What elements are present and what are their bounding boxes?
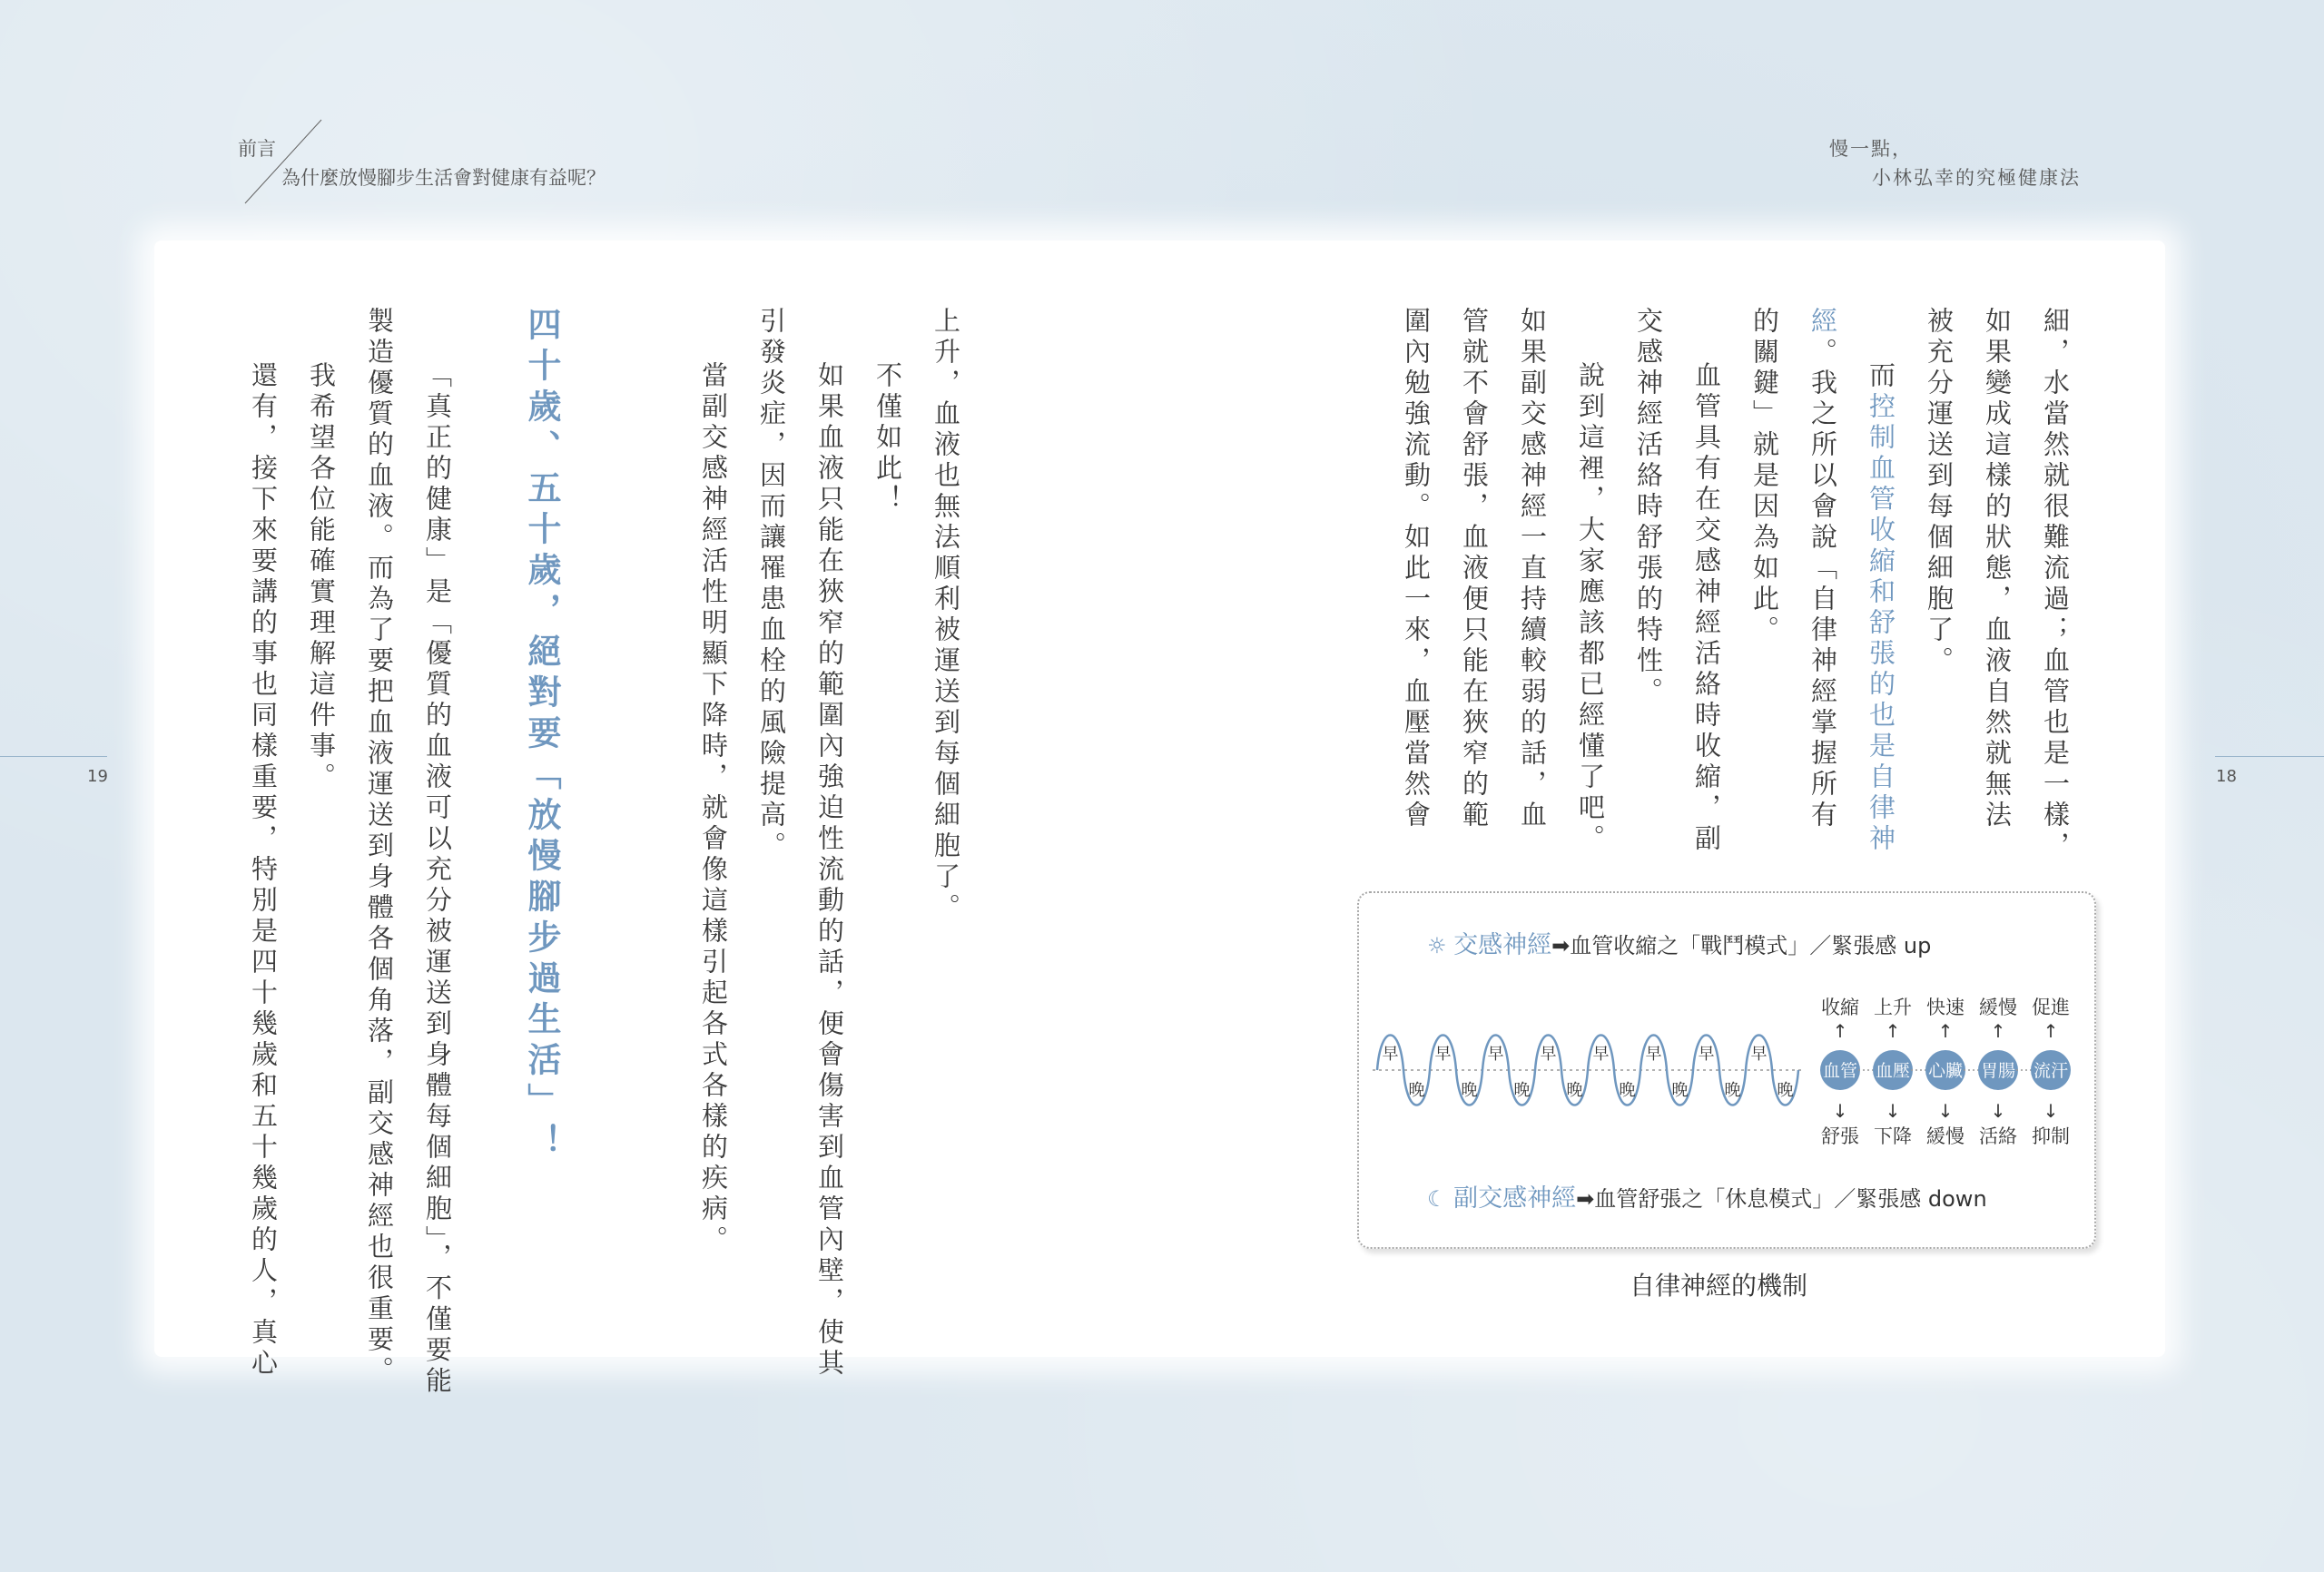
sun-icon: ☼: [1427, 933, 1447, 958]
text-column: 「真正的健康」是「優質的血液可以充分被運送到身體每個細胞」，不僅要能: [422, 361, 453, 1398]
arrow-up-icon: ↑: [1885, 1020, 1901, 1042]
wave-day-label: 早: [1382, 1045, 1399, 1064]
text-column: 上升，血液也無法順利被運送到每個細胞了。: [931, 307, 961, 924]
autonomic-nerve-diagram: [1357, 891, 2096, 1249]
arrow-down-icon: ↓: [1937, 1100, 1954, 1122]
organ-down-effect: 抑制: [2032, 1125, 2070, 1147]
wave-night-label: 晚: [1408, 1081, 1425, 1100]
text-column-highlight: [1867, 361, 1894, 855]
parasympathetic-title: 副交感神經: [1453, 1184, 1577, 1213]
text-column: 不僅如此！: [872, 361, 903, 516]
page-number-left: 19: [87, 767, 108, 786]
text-column: 製造優質的血液。而為了要把血液運送到身體各個角落，副交感神經也很重要。: [364, 307, 395, 1387]
page-number-right: 18: [2216, 767, 2237, 786]
arrow-down-icon: ↓: [1885, 1100, 1901, 1122]
edge-rule-right: [2215, 756, 2324, 757]
text-column: 如果血液只能在狹窄的範圍內強迫性流動的話，便會傷害到血管內壁，使其: [814, 361, 845, 1380]
text-column: 如果變成這樣的狀態，血液自然就無法: [1982, 307, 2013, 831]
organ-label: 流汗: [2033, 1061, 2069, 1081]
organ-label: 血管: [1822, 1061, 1858, 1081]
arrow-right-icon: ➡: [1551, 933, 1571, 958]
wave-day-label: 早: [1487, 1045, 1504, 1064]
wave-night-label: 晚: [1461, 1081, 1478, 1100]
arrow-up-icon: ↑: [2043, 1020, 2059, 1042]
text-column: 說到這裡，大家應該都已經懂了吧。: [1575, 361, 1606, 855]
arrow-right-icon: ➡: [1576, 1186, 1595, 1212]
diagram-caption: 自律神經的機制: [1630, 1271, 1808, 1301]
organ-label: 胃腸: [1980, 1061, 2016, 1081]
highlight-text: 經: [1807, 307, 1838, 338]
chapter-title: 為什麼放慢腳步生活會對健康有益呢？: [281, 167, 606, 189]
text-column: 交感神經活絡時舒張的特性。: [1633, 307, 1664, 708]
text-column: 的關鍵」就是因為如此。: [1749, 307, 1780, 646]
text-column: 管就不會舒張，血液便只能在狹窄的範: [1459, 307, 1490, 831]
wave-day-label: 早: [1698, 1045, 1715, 1064]
section-heading: 四十歲、五十歲，絕對要「放慢腳步過生活」！: [522, 307, 562, 1164]
wave-day-label: 早: [1592, 1045, 1610, 1064]
text-column: 引發炎症，因而讓罹患血栓的風險提高。: [756, 307, 787, 862]
text-column: 細，水當然就很難流過；血管也是一樣，: [2040, 307, 2071, 862]
header-slash-icon: [238, 116, 329, 207]
highlight-text: 控制血管收縮和舒張的也是自律神: [1866, 392, 1896, 855]
organ-up-effect: 收縮: [1821, 997, 1859, 1018]
organ-down-effect: 下降: [1874, 1125, 1912, 1147]
wave-night-label: 晚: [1671, 1081, 1689, 1100]
book-title-line2: 小林弘幸的究極健康法: [1872, 167, 2081, 189]
organ-up-effect: 快速: [1926, 997, 1965, 1018]
text-column-highlight: [1809, 307, 1836, 831]
text-column: 圍內勉強流動。如此一來，血壓當然會: [1401, 307, 1432, 831]
arrow-down-icon: ↓: [1990, 1100, 2006, 1122]
organ-up-effect: 促進: [2032, 997, 2070, 1018]
arrow-up-icon: ↑: [1937, 1020, 1954, 1042]
wave-night-label: 晚: [1724, 1081, 1741, 1100]
organ-up-effect: 上升: [1874, 997, 1912, 1018]
organ-label: 心臟: [1927, 1061, 1964, 1081]
chapter-label: 前言: [238, 138, 276, 160]
organ-down-effect: 活絡: [1979, 1125, 2017, 1147]
wave-night-label: 晚: [1619, 1081, 1636, 1100]
wave-night-label: 晚: [1513, 1081, 1531, 1100]
organ-label: 血壓: [1875, 1061, 1911, 1081]
text-column: 我希望各位能確實理解這件事。: [306, 361, 337, 793]
wave-night-label: 晚: [1777, 1081, 1794, 1100]
text-column: 當副交感神經活性明顯下降時，就會像這樣引起各式各樣的疾病。: [698, 361, 729, 1256]
wave-day-label: 早: [1540, 1045, 1557, 1064]
arrow-down-icon: ↓: [1832, 1100, 1848, 1122]
wave-day-label: 早: [1750, 1045, 1768, 1064]
text-column: 還有，接下來要講的事也同樣重要，特別是四十幾歲和五十幾歲的人，真心: [248, 361, 279, 1380]
parasympathetic-desc: 血管舒張之「休息模式」／緊張感 down: [1594, 1186, 1987, 1212]
text-column: 被充分運送到每個細胞了。: [1924, 307, 1955, 677]
text-fragment: 。我之所以會說「自律神經掌握所有: [1807, 338, 1838, 831]
wave-day-label: 早: [1434, 1045, 1452, 1064]
book-title-line1: 慢一點，: [1829, 138, 1913, 160]
sympathetic-title: 交感神經: [1453, 931, 1552, 959]
edge-rule-left: [0, 756, 107, 757]
rhythm-wave-chart: [1359, 893, 2094, 1247]
text-column: 如果副交感神經一直持續較弱的話，血: [1517, 307, 1548, 831]
sympathetic-desc: 血管收縮之「戰鬥模式」／緊張感 up: [1570, 933, 1932, 958]
moon-icon: ☾: [1427, 1186, 1447, 1212]
arrow-up-icon: ↑: [1990, 1020, 2006, 1042]
arrow-up-icon: ↑: [1832, 1020, 1848, 1042]
organ-up-effect: 緩慢: [1979, 997, 2017, 1018]
organ-down-effect: 舒張: [1821, 1125, 1859, 1147]
arrow-down-icon: ↓: [2043, 1100, 2059, 1122]
text-fragment: 而: [1866, 361, 1896, 392]
wave-night-label: 晚: [1566, 1081, 1583, 1100]
text-column: 血管具有在交感神經活絡時收縮，副: [1691, 361, 1722, 855]
wave-day-label: 早: [1645, 1045, 1662, 1064]
organ-down-effect: 緩慢: [1926, 1125, 1965, 1147]
